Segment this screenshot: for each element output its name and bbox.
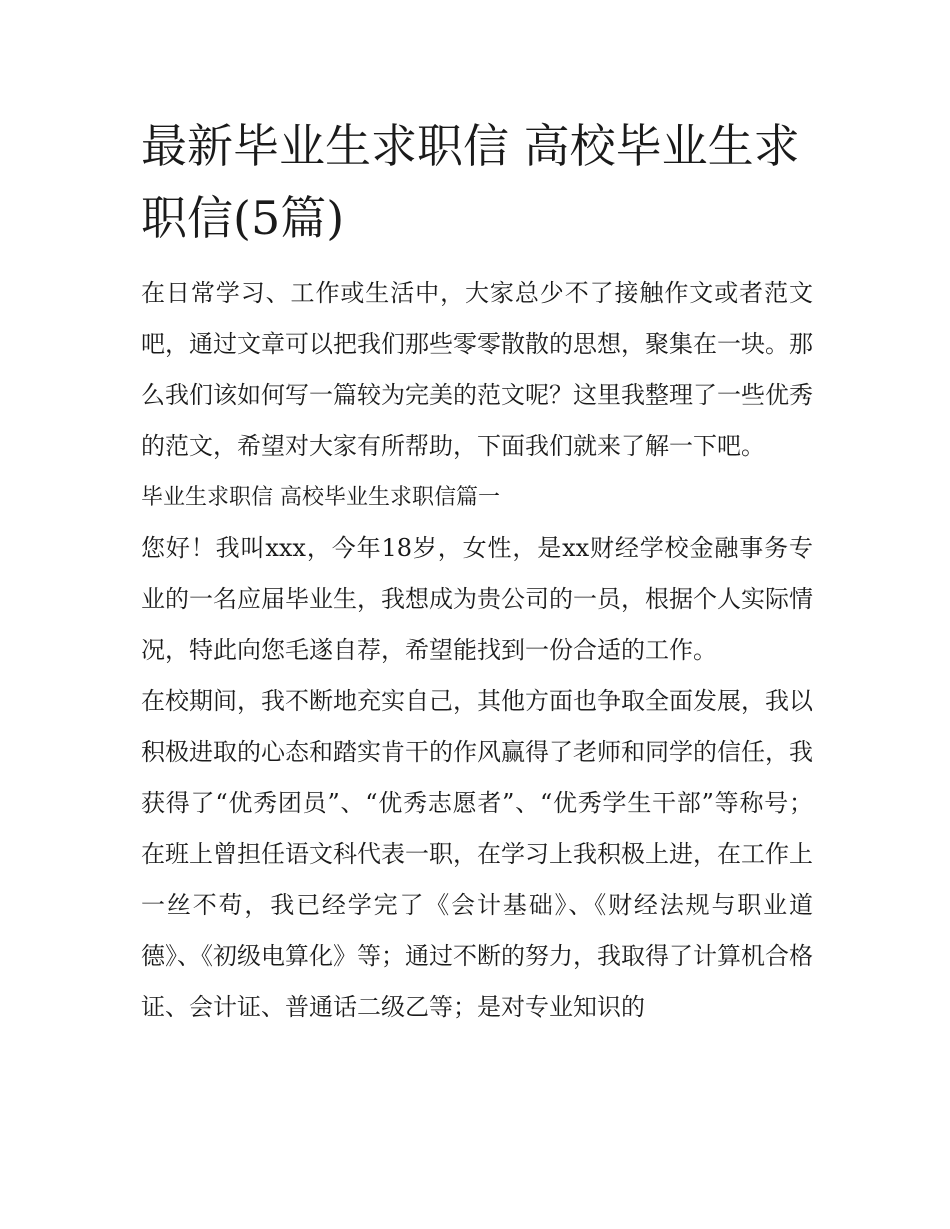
body-paragraph-2: 在校期间，我不断地充实自己，其他方面也争取全面发展，我以积极进取的心态和踏实肯干的作风赢得了老师和同学的信任，我获得了“优秀团员”、“优秀志愿者”、“优秀学生干部”等称号；在班上曾担任语文科代表一职，在学习上我积极上进，在工作上一丝不苟，我已经学完了《会计基础》、《财经法规与职业道德》、《初级电算化》等；通过不断的努力，我取得了计算机合格证、会计证、普通话二级乙等；是对专业知识的: [141, 687, 813, 1021]
section-heading: 毕业生求职信 高校毕业生求职信篇一: [141, 485, 500, 510]
intro-paragraph: 在日常学习、工作或生活中，大家总少不了接触作文或者范文吧，通过文章可以把我们那些零零散散的思想，聚集在一块。那么我们该如何写一篇较为完美的范文呢？这里我整理了一些优秀的范文，希望对大家有所帮助，下面我们就来了解一下吧。: [141, 279, 813, 460]
document-title: 最新毕业生求职信 高校毕业生求职信(5篇): [141, 119, 800, 245]
document-page: [141, 110, 813, 1033]
body-paragraph-1: 您好！我叫xxx，今年18岁，女性，是xx财经学校金融事务专业的一名应届毕业生，我想成为贵公司的一员，根据个人实际情况，特此向您毛遂自荐，希望能找到一份合适的工作。: [141, 534, 813, 664]
